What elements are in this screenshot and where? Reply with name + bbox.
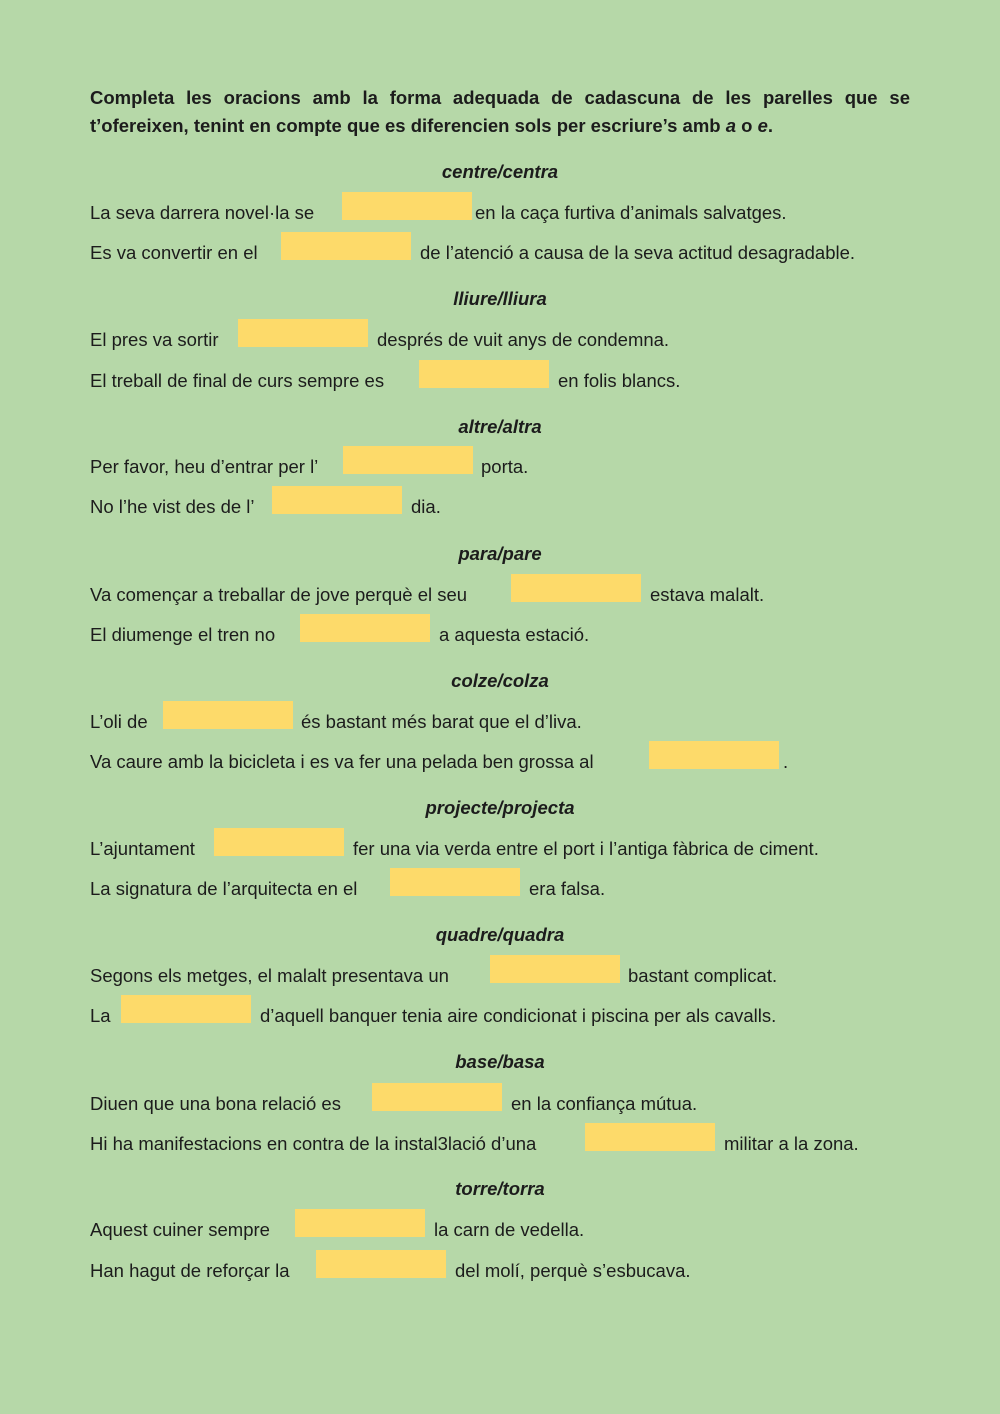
section-heading: projecte/projecta <box>425 797 575 818</box>
instructions-end: . <box>767 115 774 136</box>
sentence-end: fer una via verda entre el port i l’antiga fàbrica de ciment. <box>353 838 819 859</box>
answer-blank[interactable] <box>649 741 779 769</box>
sentence-end: en la caça furtiva d’animals salvatges. <box>475 202 787 223</box>
sentence-start: El diumenge el tren no <box>90 624 276 645</box>
answer-blank[interactable] <box>585 1123 715 1151</box>
answer-blank[interactable] <box>238 319 368 347</box>
sentence-start: Va caure amb la bicicleta i es va fer una pelada ben grossa al <box>90 751 594 772</box>
answer-blank[interactable] <box>316 1250 446 1278</box>
section-heading: para/pare <box>458 543 542 564</box>
sentence-start: Va començar a treballar de jove perquè el seu <box>90 584 468 605</box>
section-heading: altre/altra <box>458 416 542 437</box>
sentence-end: després de vuit anys de condemna. <box>377 329 670 350</box>
answer-blank[interactable] <box>511 574 641 602</box>
instructions <box>90 84 910 140</box>
sentence-end: . <box>783 751 789 772</box>
sentence-end: és bastant més barat que el d’liva. <box>301 711 582 732</box>
sentence-start: Es va convertir en el <box>90 242 258 263</box>
section-heading: centre/centra <box>441 161 559 182</box>
sentence-end: estava malalt. <box>650 584 765 605</box>
sentence-start: La <box>90 1005 111 1026</box>
section-heading: base/basa <box>455 1051 545 1072</box>
answer-blank[interactable] <box>390 868 520 896</box>
answer-blank[interactable] <box>295 1209 425 1237</box>
sentence-start: L’oli de <box>90 711 148 732</box>
sentence-start: Segons els metges, el malalt presentava un <box>90 965 449 986</box>
sentence-end: en la confiança mútua. <box>511 1093 698 1114</box>
answer-blank[interactable] <box>272 486 402 514</box>
letter-a: a <box>725 115 737 136</box>
answer-blank[interactable] <box>490 955 620 983</box>
sentence-start: Diuen que una bona relació es <box>90 1093 341 1114</box>
sentence-end: dia. <box>411 496 441 517</box>
answer-blank[interactable] <box>281 232 411 260</box>
sentence-end: bastant complicat. <box>628 965 778 986</box>
sentence-start: Han hagut de reforçar la <box>90 1260 290 1281</box>
section-heading: quadre/quadra <box>435 924 565 945</box>
sentence-end: la carn de vedella. <box>434 1219 585 1240</box>
answer-blank[interactable] <box>121 995 251 1023</box>
section-heading: lliure/lliura <box>453 288 547 309</box>
answer-blank[interactable] <box>163 701 293 729</box>
answer-blank[interactable] <box>342 192 472 220</box>
section-heading: colze/colza <box>451 670 549 691</box>
sentence-start: Aquest cuiner sempre <box>90 1219 270 1240</box>
sentence-start: El treball de final de curs sempre es <box>90 370 385 391</box>
sentence-start: No l’he vist des de l’ <box>90 496 255 517</box>
sentence-end: de l’atenció a causa de la seva actitud desagradable. <box>420 242 856 263</box>
sentence-start: La seva darrera novel·la se <box>90 202 315 223</box>
answer-blank[interactable] <box>300 614 430 642</box>
sentence-start: L’ajuntament <box>90 838 195 859</box>
answer-blank[interactable] <box>214 828 344 856</box>
letter-e: e <box>757 115 768 136</box>
sentence-start: La signatura de l’arquitecta en el <box>90 878 358 899</box>
sentence-end: era falsa. <box>529 878 606 899</box>
section-heading: torre/torra <box>455 1178 545 1199</box>
answer-blank[interactable] <box>343 446 473 474</box>
sentence-end: porta. <box>481 456 529 477</box>
answer-blank[interactable] <box>419 360 549 388</box>
sentence-start: El pres va sortir <box>90 329 219 350</box>
sentence-end: en folis blancs. <box>558 370 681 391</box>
sentence-end: militar a la zona. <box>724 1133 859 1154</box>
sentence-end: del molí, perquè s’esbucava. <box>455 1260 691 1281</box>
answer-blank[interactable] <box>372 1083 502 1111</box>
instructions-text: Completa les oracions amb la forma adequada de cadascuna de les parelles que se t’ofereixen, tenint en compte que es diferencien sols per escriure’s amb <box>90 87 910 136</box>
sentence-end: d’aquell banquer tenia aire condicionat i piscina per als cavalls. <box>260 1005 777 1026</box>
sentence-end: a aquesta estació. <box>439 624 590 645</box>
sentence-start: Per favor, heu d’entrar per l’ <box>90 456 319 477</box>
instructions-or: o <box>736 115 758 136</box>
sentence-start: Hi ha manifestacions en contra de la instal3lació d’una <box>90 1133 537 1154</box>
